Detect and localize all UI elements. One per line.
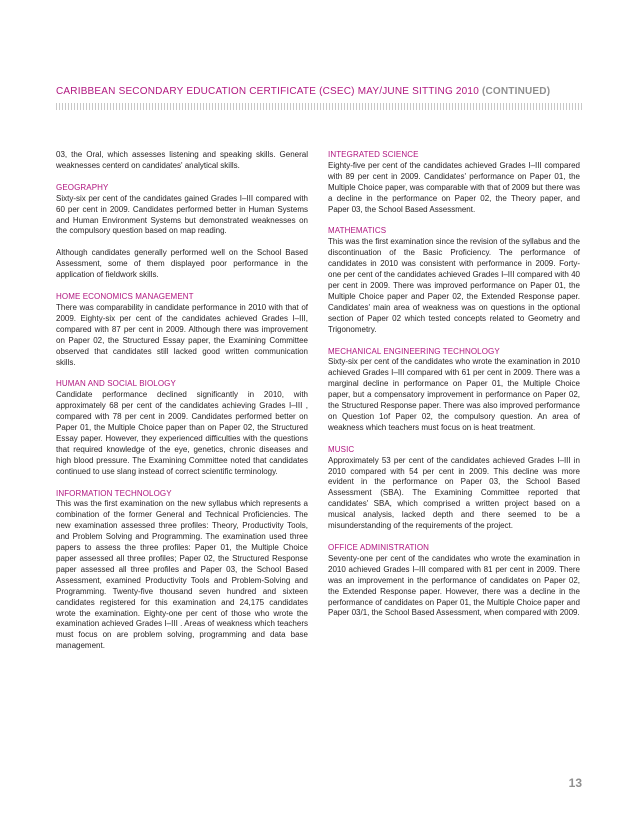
section-text: Sixty-six per cent of the candidates gained Grades I–III compared with 60 per cent in 2009. Candidates performed better in Human Systems and Human Environment Systems but demonstrated weaknesses on the compulsory question based on map reading. <box>56 193 308 236</box>
header-rule <box>56 103 582 110</box>
section-heading: INTEGRATED SCIENCE <box>328 150 419 159</box>
section-heading: MUSIC <box>328 444 355 454</box>
section-geography <box>56 183 308 281</box>
section-text: Sixty-six per cent of the candidates who wrote the examination in 2010 achieved Grades I–III compared with 61 per cent in 2009. There was a marginal decline in performance on Paper 01, the Multiple Choice paper, but a compensatory improvement in performance on Paper 02, the Structured Response paper. There was also improved performance on Question 1of Paper 02, the compulsory question. An area of weakness which teachers must focus on is heat treatment. <box>328 357 580 432</box>
intro-paragraph: 03, the Oral, which assesses listening and speaking skills. General weaknesses centerd on candidates' analytical skills. <box>56 150 308 170</box>
section-text: There was comparability in candidate performance in 2010 with that of 2009. Eighty-six per cent of the candidates achieved Grades I–III, compared with 87 per cent in 2009. Although there was improvement on Paper 02, the Structured Essay paper, the Examining Committee observed that candidates still lacked good written communication skills. <box>56 302 308 367</box>
right-column <box>328 150 580 630</box>
section-text: This was the first examination since the revision of the syllabus and the discontinuation of the Basic Proficiency. The performance of candidates in 2010 was consistent with performance in 2009. Forty-one per cent of the candidates achieved Grades I–III compared with 40 per cent in 2009. There was improved performance on Paper 01, the Multiple Choice paper and Paper 02, the Extended Response paper. Candidates' main area of weakness was on questions in the optional section of Paper 02 which tested concepts related to Geometry and Trigonometry. <box>328 237 580 334</box>
section-integrated-science <box>328 150 580 215</box>
section-home-economics <box>56 292 308 368</box>
section-text: Seventy-one per cent of the candidates who wrote the examination in 2010 achieved Grades I–III compared with 81 per cent in 2009. There was an improvement in the performance of candidates on Paper 02, the Extended Response paper. However, there was a decline in the performance of candidates on Paper 01, the Multiple Choice paper and Paper 03/1, the School Based Assessment, when compared with 2009. <box>328 553 580 618</box>
section-office-administration <box>328 543 580 619</box>
section-mechanical-engineering <box>328 347 580 434</box>
section-heading: MECHANICAL ENGINEERING TECHNOLOGY <box>328 346 500 356</box>
section-heading: MATHEMATICS <box>328 226 387 236</box>
section-heading: HOME ECONOMICS MANAGEMENT <box>56 292 194 302</box>
section-text: Candidate performance declined significantly in 2010, with approximately 68 per cent of the candidates achieving Grades I–III , compared with 78 per cent in 2009. Candidates performed better on Paper 01, the Multiple Choice paper than on Paper 02, the Structured Essay paper. However, they experienced difficulties with the questions that required knowledge of the eye, genetics, chronic diseases and high blood pressure. The Examining Committee noted that candidates continued to use slang instead of correct scientific terminology. <box>56 390 308 476</box>
section-heading: GEOGRAPHY <box>56 182 109 192</box>
page-header <box>56 86 582 97</box>
section-text: Although candidates generally performed well on the School Based Assessment, some of them displayed poor performance in the application of fieldwork skills. <box>56 248 308 280</box>
section-text: Eighty-five per cent of the candidates achieved Grades I–III compared with 89 per cent in 2009. Candidates' performance on Paper 01, the Multiple Choice paper, was comparable with that of 2009 but there was a decline in the performance on Paper 02, the Theory paper, and Paper 03, the School Based Assessment. <box>328 160 580 214</box>
section-text: Approximately 53 per cent of the candidates achieved Grades I–III in 2010 compared with 54 per cent in 2009. This decline was more evident in the performance on Paper 03, the School Based Assessment (SBA). The Examining Committee reported that candidates' SBA, which comprised a written project based on a musical analysis, lacked depth and there seemed to be a misunderstanding of the requirements of the project. <box>328 455 580 531</box>
section-heading: HUMAN AND SOCIAL BIOLOGY <box>56 379 176 389</box>
section-heading: OFFICE ADMINISTRATION <box>328 543 430 552</box>
section-heading: INFORMATION TECHNOLOGY <box>56 488 172 498</box>
section-mathematics <box>328 226 580 335</box>
section-text: This was the first examination on the new syllabus which represents a combination of the former General and Technical Proficiencies. The new examination assessed three profiles: Theory, Productivity Tools, and Problem Solving and Programming. The examination used three papers to assess the three profiles: Paper 01, the Multiple Choice paper assessed all three profiles; Paper 02, the Structured Response paper assessed all three profiles and Paper 03, the School Based Assessment, examined Productivity Tools and Problem-Solving and Programming. Twenty-five thousand seven hundred and sixteen candidates registered for this examination and 24,175 candidates wrote the examination. Eighty-one per cent of those who wrote the examination achieved Grades I–III . Areas of weakness which teachers must focus on are problem solving, programming and data base management. <box>56 499 308 651</box>
header-continued: (CONTINUED) <box>481 86 551 97</box>
header-title: CARIBBEAN SECONDARY EDUCATION CERTIFICATE (CSEC) MAY/JUNE SITTING 2010 <box>56 86 479 97</box>
page-number: 13 <box>568 776 582 790</box>
section-music <box>328 445 580 532</box>
section-information-technology <box>56 489 308 653</box>
left-column <box>56 150 308 663</box>
section-human-social-biology <box>56 379 308 477</box>
